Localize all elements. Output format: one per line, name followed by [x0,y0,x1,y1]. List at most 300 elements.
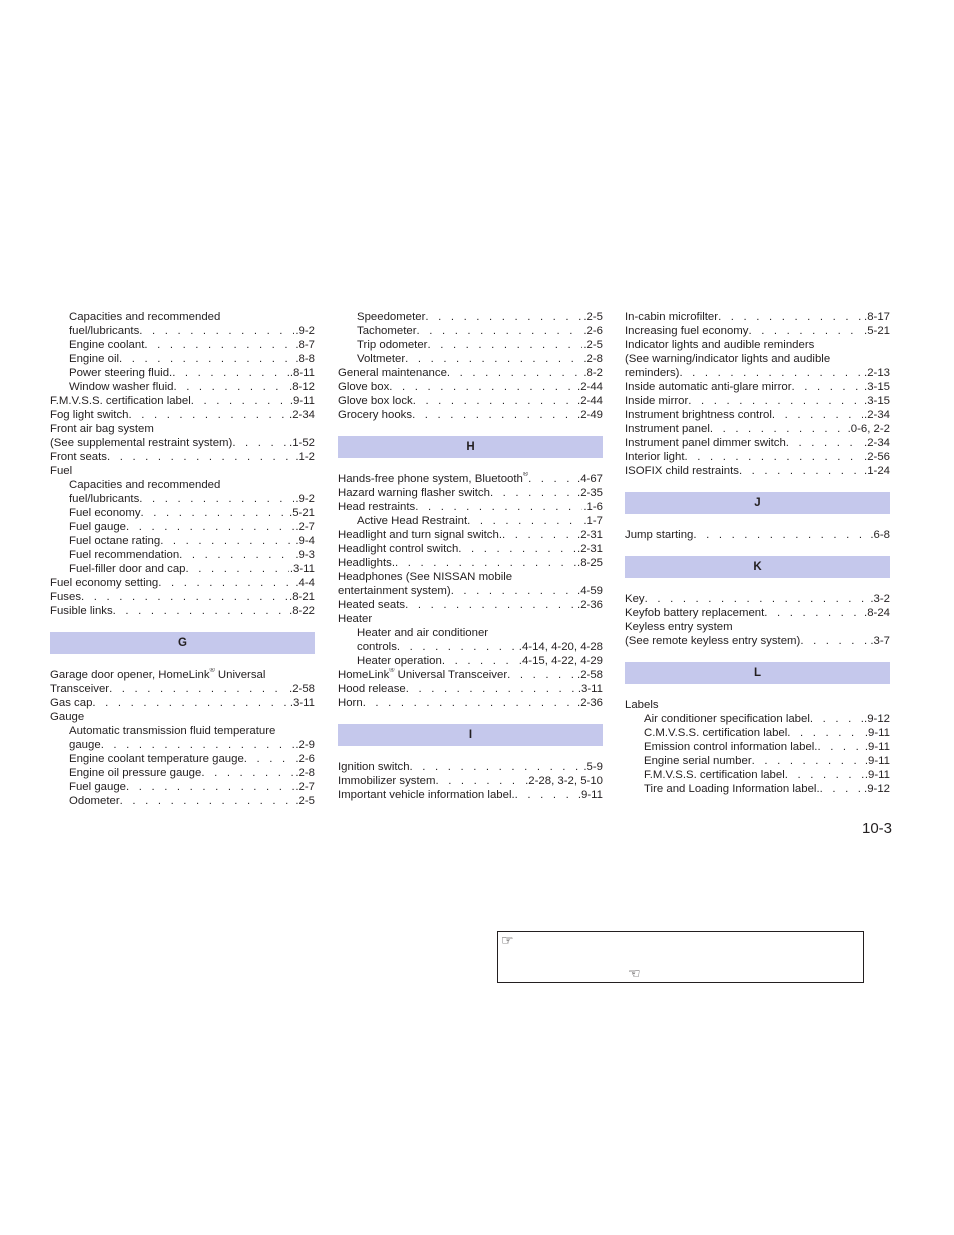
entry-term-text: fuel/lubricants [69,325,140,337]
page-reference: .2-5 [295,795,315,807]
entry-term [357,627,488,639]
entry-term-text: Window washer fluid [69,381,174,393]
entry-term [69,311,220,323]
entry-term [644,768,785,782]
entry-term [625,422,710,436]
index-entry [338,366,603,380]
section-header: G [50,632,315,654]
entry-term [50,696,92,710]
index-subentry [625,754,890,768]
entry-term-text: Head restraints [338,501,416,513]
entry-term [625,380,792,394]
entry-term-text: Transceiver [50,683,110,695]
entry-term-text: controls [357,641,397,653]
dot-leader [528,472,576,486]
entry-term-text: Fuel recommendation [69,549,180,561]
entry-term [625,592,645,606]
entry-term [357,338,427,352]
dot-leader [129,408,289,422]
page-reference: .2-6 [295,753,315,765]
entry-term-text: F.M.V.S.S. certification label [50,395,191,407]
entry-term-text: C.M.V.S.S. certification label [644,727,788,739]
index-entry [625,352,890,366]
dot-leader [141,506,288,520]
entry-term [69,324,139,338]
index-entry [625,394,890,408]
page-reference: .4-67 [577,473,603,485]
entry-term [50,465,72,477]
index-subentry [50,738,315,752]
dot-leader [417,324,583,338]
dot-leader [688,394,863,408]
index-entry [338,486,603,500]
index-subentry [50,520,315,534]
dot-leader [458,542,576,556]
page-reference: .2-58 [289,683,315,695]
page-reference: .8-22 [289,605,315,617]
dot-leader [158,576,294,590]
entry-term [338,668,507,682]
entry-term [69,794,120,808]
index-entry [338,584,603,598]
entry-term-text: entertainment system) [338,585,451,597]
index-entry [338,788,603,802]
index-entry [50,408,315,422]
entry-term [644,712,810,726]
index-entry [625,634,890,648]
entry-term [69,738,101,752]
index-entry [338,408,603,422]
page-reference: .2-7 [295,521,315,533]
entry-term-text: Odometer [69,795,120,807]
dot-leader [718,310,863,324]
entry-term-text: Fuses [50,591,82,603]
index-entry [50,394,315,408]
entry-term [50,682,109,696]
entry-term [338,556,395,570]
entry-term-text: Garage door opener, HomeLink [50,669,210,681]
index-entry [50,450,315,464]
entry-term-text: Headlight and turn signal switch. [338,529,502,541]
entry-term-text: ISOFIX child restraints [625,465,739,477]
entry-term-text: Fuel-filler door and cap [69,563,186,575]
index-entry [50,604,315,618]
entry-term-text: Inside mirror [625,395,689,407]
page-reference: .8-7 [295,339,315,351]
entry-term [338,788,515,802]
index-entry [338,668,603,682]
entry-term-text: Hazard warning flasher switch [338,487,490,499]
entry-term-text: Fuel economy [69,507,141,519]
entry-term-text: Universal Transceiver [394,669,508,681]
index-entry [625,324,890,338]
page-reference: .8-8 [295,353,315,365]
index-subentry [50,380,315,394]
entry-term [50,423,154,435]
entry-term [625,699,659,711]
dot-leader [820,782,863,796]
entry-term [625,634,800,648]
index-entry [338,556,603,570]
entry-term-text: Air conditioner specification label [644,713,810,725]
index-subentry [50,310,315,324]
page-reference: .3-11 [289,563,315,575]
entry-term [50,436,232,450]
entry-term-text: Inside automatic anti-glare mirror [625,381,792,393]
entry-term-text: Front air bag system [50,423,154,435]
page-reference: .2-35 [577,487,603,499]
dot-leader [160,534,294,548]
page-reference: .4-15, 4-22, 4-29 [518,655,603,667]
entry-term [625,324,748,338]
entry-term [338,613,372,625]
dot-leader [752,754,864,768]
dot-leader [92,696,288,710]
index-entry [338,500,603,514]
index-entry [625,366,890,380]
index-subentry [338,626,603,640]
dot-leader [120,794,295,808]
entry-term [357,310,425,324]
page-reference: .2-9 [295,739,315,751]
entry-term-text: Fog light switch [50,409,129,421]
index-entry [50,422,315,436]
index-subentry [50,506,315,520]
registered-mark: ® [209,668,215,675]
dot-leader [785,768,864,782]
entry-term [625,408,772,422]
index-entry [50,710,315,724]
index-entry [338,682,603,696]
entry-term-text: Engine serial number [644,755,752,767]
index-subentry [50,780,315,794]
page-reference: .2-31 [577,529,603,541]
page-reference: .1-2 [295,451,315,463]
entry-term [69,520,126,534]
index-subentry [338,338,603,352]
dot-leader [693,528,869,542]
page-reference: .5-9 [583,761,603,773]
entry-term-text: Fuel [50,465,73,477]
dot-leader [800,634,869,648]
entry-term-text: Important vehicle information label. [338,789,515,801]
entry-term [338,366,447,380]
entry-term [625,310,718,324]
entry-term [69,366,172,380]
entry-term [69,352,119,366]
index-subentry [50,794,315,808]
page-reference: .1-52 [289,437,315,449]
page-reference: .8-21 [289,591,315,603]
page-reference: .8-11 [289,367,315,379]
entry-term-text: Grocery hooks [338,409,413,421]
entry-term-text: Gas cap [50,697,93,709]
entry-term-text: In-cabin microfilter [625,311,719,323]
entry-term [338,696,363,710]
entry-term [69,338,144,352]
dot-leader [395,556,576,570]
dot-leader [101,738,295,752]
dot-leader [515,788,577,802]
dot-leader [442,654,518,668]
page-reference: .9-11 [577,789,603,801]
page-reference: .3-15 [864,381,890,393]
entry-term-text: Hands-free phone system, Bluetooth [338,473,523,485]
page-reference: .2-28, 3-2, 5-10 [525,775,603,787]
entry-term-text: Immobilizer system [338,775,436,787]
dot-leader [413,394,576,408]
dot-leader [119,352,294,366]
page-reference: .6-8 [870,529,890,541]
page-reference: .9-2 [295,325,315,337]
entry-term [644,782,820,796]
page-reference: .2-8 [583,353,603,365]
index-subentry [50,562,315,576]
dot-leader [467,514,582,528]
entry-term-text: Increasing fuel economy [625,325,749,337]
entry-term-text: Gauge [50,711,85,723]
index-subentry [338,514,603,528]
entry-term-text: Interior light [625,451,685,463]
index-entry [50,590,315,604]
index-subentry [625,768,890,782]
page-reference: .3-11 [289,697,315,709]
page-reference: .8-2 [583,367,603,379]
dot-leader [764,606,863,620]
entry-term-text: Tire and Loading Information label. [644,783,820,795]
index-subentry [338,352,603,366]
index-entry [338,570,603,584]
dot-leader [173,380,288,394]
index-entry [50,668,315,682]
dot-leader [748,324,863,338]
pointing-hand-left-icon: ☜ [628,965,641,981]
dot-leader [397,640,518,654]
index-entry [625,436,890,450]
entry-term [69,766,201,780]
entry-term-text: Headlight control switch [338,543,459,555]
entry-term-text: Heater operation [357,655,442,667]
page-reference: .3-11 [577,683,603,695]
index-subentry [625,712,890,726]
entry-term-text: Key [625,593,645,605]
page-reference: .9-2 [295,493,315,505]
index-subentry [50,324,315,338]
entry-term [338,486,490,500]
dot-leader [232,436,288,450]
entry-term [357,654,442,668]
entry-term-text: Instrument panel [625,423,710,435]
entry-term [69,506,141,520]
dot-leader [685,450,864,464]
entry-term [338,500,415,514]
index-subentry [50,352,315,366]
entry-term [50,590,81,604]
index-entry [50,436,315,450]
page-reference: .2-6 [583,325,603,337]
entry-term [625,339,814,351]
dot-leader [451,584,576,598]
dot-leader [139,324,294,338]
index-subentry [50,752,315,766]
index-entry [625,408,890,422]
entry-term-text: Speedometer [357,311,426,323]
entry-term-text: Tachometer [357,325,417,337]
entry-term [69,548,179,562]
entry-term [69,380,173,394]
entry-term-text: Jump starting [625,529,694,541]
entry-term [69,562,186,576]
pointing-hand-right-icon: ☞ [501,932,514,948]
dot-leader [410,760,583,774]
page-reference: .4-59 [577,585,603,597]
entry-term [69,492,139,506]
dot-leader [363,696,576,710]
index-subentry [50,548,315,562]
entry-term-text: Hood release [338,683,406,695]
page-reference: .2-5 [583,339,603,351]
entry-term [50,576,158,590]
dot-leader [787,726,864,740]
entry-term-text: Instrument brightness control [625,409,772,421]
page-reference: .5-21 [289,507,315,519]
entry-term-text: Heater and air conditioner [357,627,489,639]
entry-term-text: Fuel gauge [69,781,126,793]
dot-leader [244,752,295,766]
page-reference: .8-24 [864,607,890,619]
index-entry [625,450,890,464]
dot-leader [113,604,288,618]
index-entry [625,338,890,352]
entry-term-text: reminders) [625,367,680,379]
index-entry [625,380,890,394]
page-reference: .1-6 [583,501,603,513]
page-reference: .9-11 [864,727,890,739]
index-entry [625,592,890,606]
index-subentry [50,766,315,780]
page-reference: .9-3 [295,549,315,561]
index-entry [338,696,603,710]
entry-term [50,711,84,723]
index-entry [50,682,315,696]
page-reference: .2-7 [295,781,315,793]
index-entry [338,542,603,556]
entry-term-text: Automatic transmission fluid temperature [69,725,276,737]
entry-term [69,780,126,794]
index-entry [625,528,890,542]
dot-leader [810,712,863,726]
page-reference: .2-8 [295,767,315,779]
entry-term [69,479,220,491]
page-reference: .3-7 [870,635,890,647]
entry-term-text: Keyfob battery replacement [625,607,765,619]
dot-leader [817,740,863,754]
dot-leader [679,366,863,380]
page-reference: .2-56 [864,451,890,463]
page-reference: .2-58 [577,669,603,681]
page-reference: .2-36 [577,599,603,611]
entry-term [338,571,512,583]
dot-leader [107,450,294,464]
entry-term-text: General maintenance [338,367,447,379]
page-reference: .0-6, 2-2 [847,423,890,435]
page-reference: .2-49 [577,409,603,421]
entry-term [338,380,389,394]
entry-term-text: Fuel economy setting [50,577,159,589]
entry-term-text: Headphones (See NISSAN mobile [338,571,513,583]
index-subentry [50,534,315,548]
entry-term [357,640,397,654]
page-reference: .8-17 [864,311,890,323]
entry-term [338,774,435,788]
dot-leader [490,486,576,500]
dot-leader [645,592,870,606]
index-entry [625,422,890,436]
entry-term-text: Power steering fluid. [69,367,173,379]
page-reference: .2-34 [864,437,890,449]
dot-leader [389,380,576,394]
dot-leader [126,780,294,794]
page-reference: .9-11 [864,769,890,781]
entry-term [357,324,417,338]
entry-term [357,352,405,366]
dot-leader [179,548,294,562]
entry-term-text: Universal [214,669,266,681]
registered-mark: ® [389,668,395,675]
entry-term [338,682,406,696]
entry-term-text: F.M.V.S.S. certification label [644,769,785,781]
index-entry [338,528,603,542]
index-column-1 [50,310,315,808]
entry-term [625,436,786,450]
page-reference: .8-25 [577,557,603,569]
entry-term [50,669,265,681]
section-header: H [338,436,603,458]
entry-term-text: Glove box [338,381,390,393]
entry-term-text: Headlights. [338,557,395,569]
index-subentry [338,310,603,324]
section-header: L [625,662,890,684]
index-entry [50,576,315,590]
dot-leader [191,394,289,408]
index-entry [50,696,315,710]
entry-term-text: Engine oil pressure gauge [69,767,202,779]
page-reference: .8-12 [289,381,315,393]
entry-term [50,604,113,618]
entry-term-text: Indicator lights and audible reminders [625,339,815,351]
index-entry [338,598,603,612]
page-reference: .2-5 [583,311,603,323]
entry-term-text: (See remote keyless entry system) [625,635,801,647]
entry-term-text: Emission control information label. [644,741,818,753]
dot-leader [507,668,576,682]
page-reference: .4-14, 4-20, 4-28 [518,641,603,653]
dot-leader [710,422,847,436]
entry-term-text: Keyless entry system [625,621,733,633]
page-reference: .2-13 [864,367,890,379]
page-reference: .9-11 [864,755,890,767]
index-entry [625,698,890,712]
entry-term-text: Heater [338,613,373,625]
entry-term [625,606,764,620]
page-reference: .2-34 [864,409,890,421]
index-subentry [50,492,315,506]
dot-leader [786,436,863,450]
index-subentry [625,782,890,796]
dot-leader [139,492,294,506]
index-subentry [50,366,315,380]
entry-term [625,450,685,464]
